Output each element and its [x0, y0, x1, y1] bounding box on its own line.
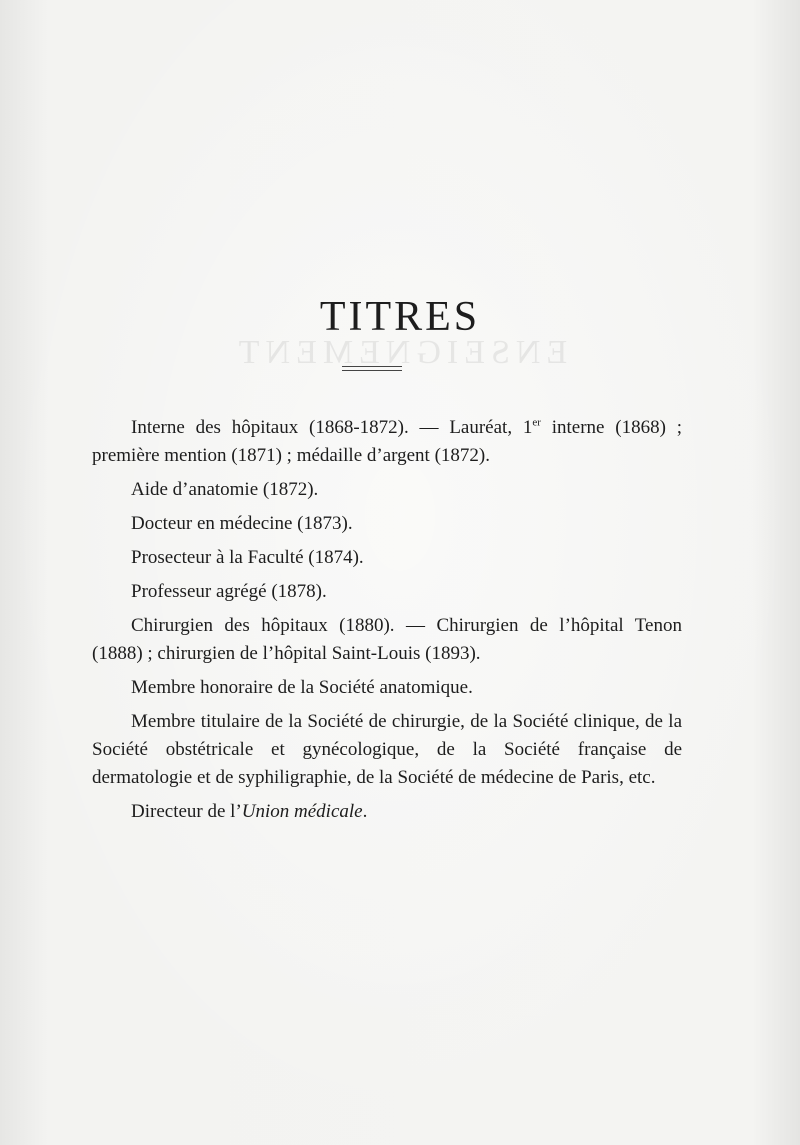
entry-membre-honoraire: Membre honoraire de la Société anatomique.	[131, 677, 473, 698]
entry-directeur-journal: Union médicale	[241, 801, 363, 822]
entry-directeur-text-a: Directeur de l’	[131, 801, 242, 822]
entry-interne-text-a: Interne des hôpitaux (1868-1872). — Lauréat, 1	[131, 417, 533, 438]
entry-directeur	[92, 798, 682, 826]
entry-docteur: Docteur en médecine (1873).	[131, 513, 353, 534]
entry-interne	[92, 414, 682, 470]
entry-interne-text-b: interne (1868) ; première mention (1871) ; médaille d’argent (1872).	[92, 417, 682, 466]
titles-list	[92, 414, 682, 832]
entry-interne-superscript: er	[532, 416, 541, 429]
entry-directeur-text-b: .	[362, 801, 368, 822]
entry-prosecteur: Prosecteur à la Faculté (1874).	[131, 547, 364, 568]
entry-chirurgien: Chirurgien des hôpitaux (1880). — Chirurgien de l’hôpital Tenon (1888) ; chirurgien de l’hôpital Saint-Louis (1893).	[92, 615, 682, 664]
bleed-through-text: ENSEIGNEMENT	[232, 334, 568, 371]
title-rule	[342, 366, 402, 371]
entry-professeur: Professeur agrégé (1878).	[131, 581, 327, 602]
entry-membre-titulaire: Membre titulaire de la Société de chirurgie, de la Société clinique, de la Société obstétricale et gynécologique, de la Société française de dermatologie et de syphiligraphie, de la Société de médecine de Paris, etc.	[92, 711, 682, 788]
entry-aide-anatomie: Aide d’anatomie (1872).	[131, 479, 319, 500]
page-title: TITRES	[319, 294, 481, 340]
